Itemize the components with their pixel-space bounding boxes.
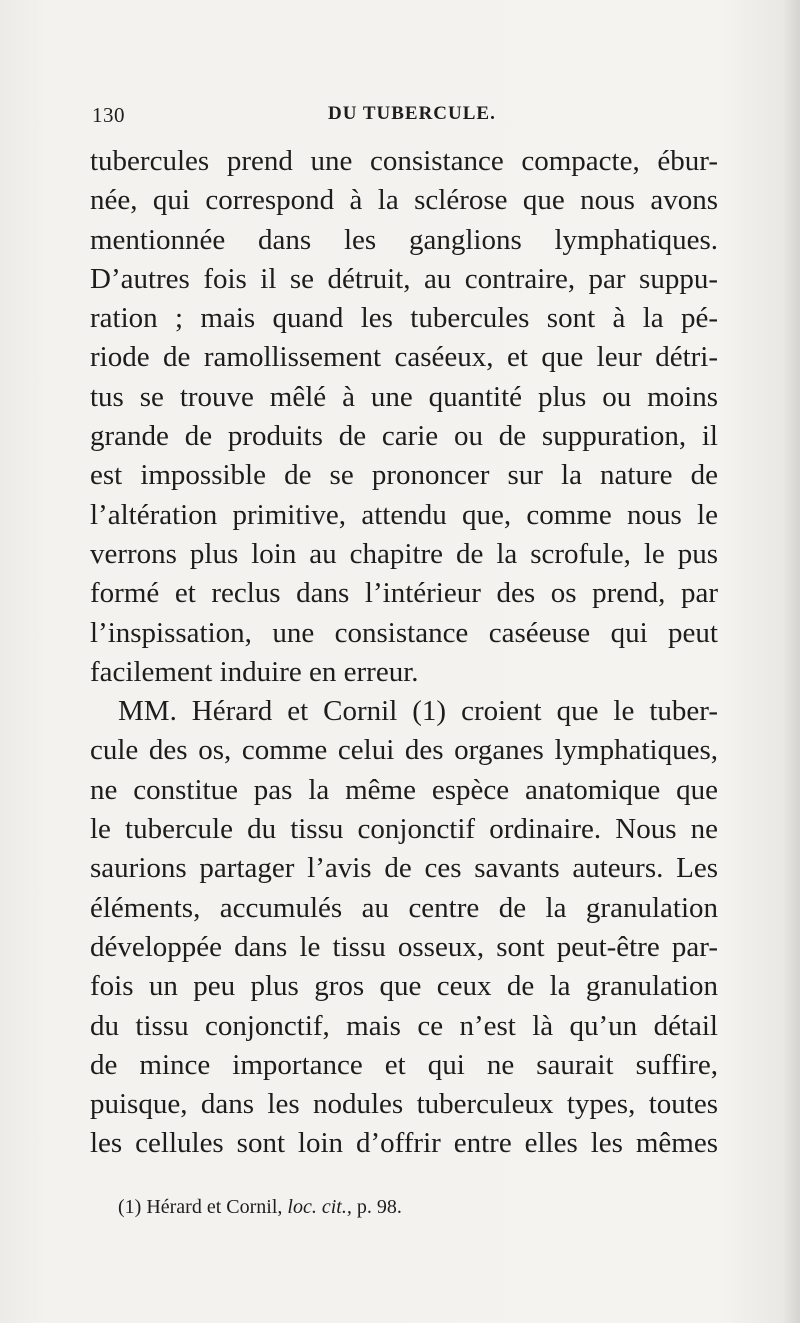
text-line: formé et reclus dans l’intérieur des os prend, par [90, 577, 718, 610]
text-line: MM. Hérard et Cornil (1) croient que le tuber- [118, 695, 718, 728]
paragraph-2 [90, 692, 718, 1164]
text-line: née, qui correspond à la sclérose que nous avons [90, 184, 718, 217]
footnote-authors: Hérard et Cornil, [146, 1196, 283, 1218]
text-line: les cellules sont loin d’offrir entre elles les mêmes [90, 1127, 718, 1160]
text-line: de mince importance et qui ne saurait suffire, [90, 1048, 718, 1081]
text-line: mentionnée dans les ganglions lymphatiques. [90, 223, 718, 256]
page-header [92, 103, 722, 133]
text-line: développée dans le tissu osseux, sont peut-être par- [90, 930, 718, 963]
page-edge-shadow [782, 0, 800, 1323]
text-line: tus se trouve mêlé à une quantité plus ou moins [90, 380, 718, 413]
paragraph-1 [90, 142, 718, 692]
body-text [90, 142, 718, 1164]
text-line: éléments, accumulés au centre de la granulation [90, 891, 718, 924]
text-line: le tubercule du tissu conjonctif ordinaire. Nous ne [90, 813, 718, 846]
footnote [118, 1196, 402, 1219]
text-line: grande de produits de carie ou de suppuration, il [90, 420, 718, 453]
text-line: du tissu conjonctif, mais ce n’est là qu’un détail [90, 1009, 718, 1042]
text-line: verrons plus loin au chapitre de la scrofule, le pus [90, 537, 718, 570]
footnote-citation: loc. cit., [287, 1196, 352, 1218]
text-line: riode de ramollissement caséeux, et que leur détri- [90, 341, 718, 374]
text-line: facilement induire en erreur. [90, 655, 419, 688]
text-line: ne constitue pas la même espèce anatomique que [90, 773, 718, 806]
text-line: puisque, dans les nodules tuberculeux types, toutes [90, 1088, 718, 1121]
text-line: fois un peu plus gros que ceux de la granulation [90, 970, 718, 1003]
text-line: cule des os, comme celui des organes lymphatiques, [90, 734, 718, 767]
text-line: ration ; mais quand les tubercules sont à la pé- [90, 302, 718, 335]
text-line: saurions partager l’avis de ces savants auteurs. Les [90, 852, 718, 885]
footnote-marker: (1) [118, 1196, 142, 1218]
text-line: tubercules prend une consistance compacte, ébur- [90, 145, 718, 177]
page-number: 130 [92, 103, 125, 127]
text-line: D’autres fois il se détruit, au contraire, par suppu- [90, 262, 718, 295]
text-line: l’altération primitive, attendu que, comme nous le [90, 498, 718, 531]
text-line: est impossible de se prononcer sur la nature de [90, 459, 718, 492]
footnote-page: p. 98. [356, 1196, 402, 1218]
running-head: DU TUBERCULE. [328, 103, 496, 124]
text-line: l’inspissation, une consistance caséeuse qui peut [90, 616, 718, 649]
